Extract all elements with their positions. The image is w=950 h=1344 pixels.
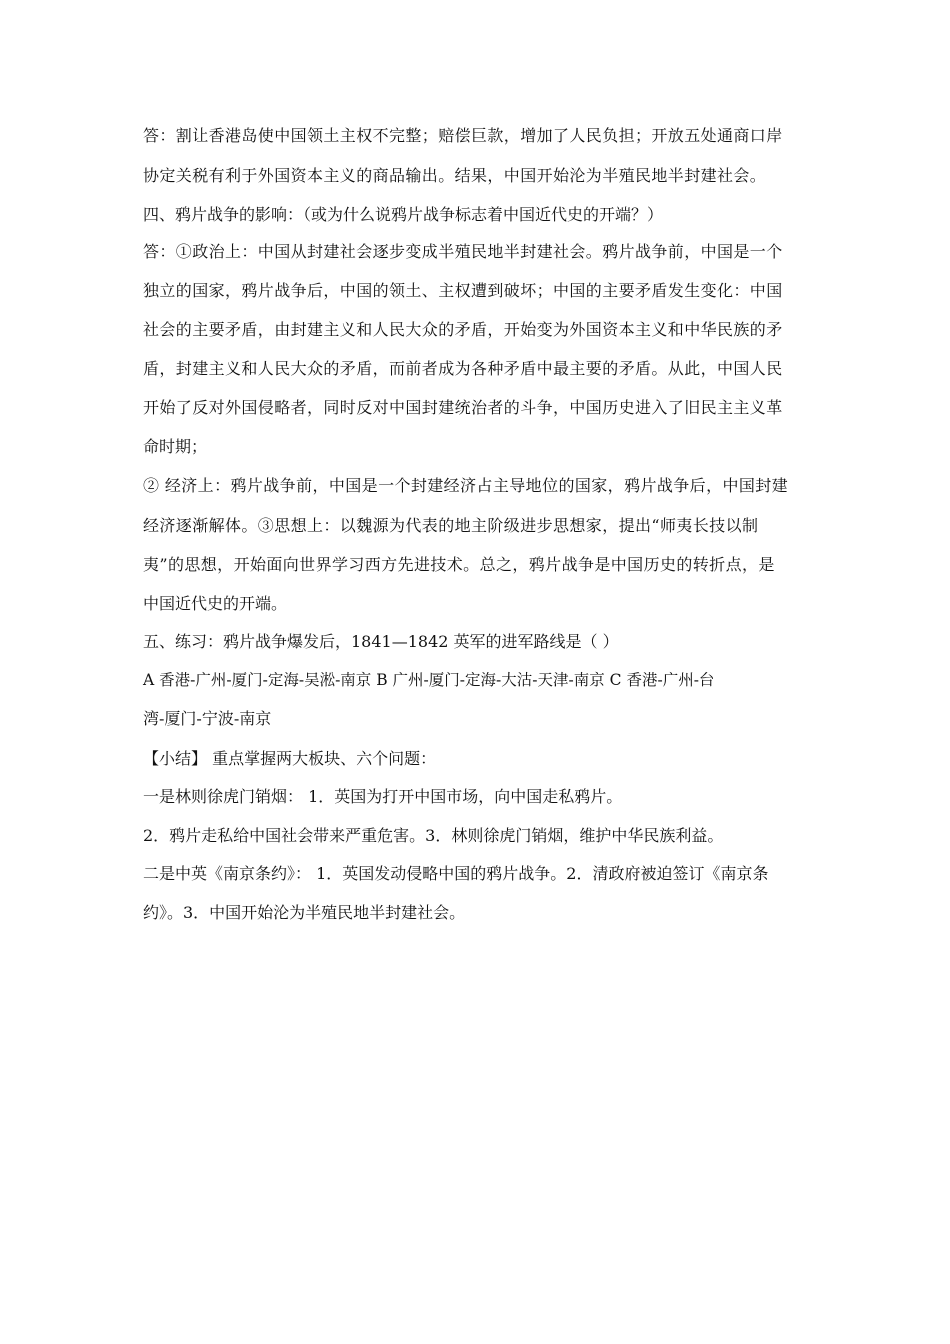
summary-heading: 【小结】 重点掌握两大板块、六个问题：: [143, 749, 437, 768]
answer-economy-line-1: ② 经济上：鸦片战争前，中国是一个封建经济占主导地位的国家，鸦片战争后，中国封建: [143, 476, 789, 495]
summary-part-two-points: 约》。3．中国开始沦为半殖民地半封建社会。: [143, 903, 466, 922]
answer-impact-line-6: 命时期；: [143, 437, 208, 456]
answer-conclusion-line: 中国近代史的开端。: [143, 594, 288, 613]
answer-treaty-line-1: 答：割让香港岛使中国领土主权不完整；赔偿巨款，增加了人民负担；开放五处通商口岸: [143, 126, 783, 145]
answer-impact-line-5: 开始了反对外国侵略者，同时反对中国封建统治者的斗争，中国历史进入了旧民主主义革: [143, 398, 783, 417]
answer-treaty-line-2: 协定关税有利于外国资本主义的商品输出。结果，中国开始沦为半殖民地半封建社会。: [143, 166, 767, 185]
answer-impact-line-1: 答：①政治上：中国从封建社会逐步变成半殖民地半封建社会。鸦片战争前，中国是一个: [143, 242, 783, 261]
answer-thought-line: 夷”的思想，开始面向世界学习西方先进技术。总之，鸦片战争是中国历史的转折点，是: [143, 555, 775, 574]
answer-impact-line-2: 独立的国家，鸦片战争后，中国的领土、主权遭到破坏；中国的主要矛盾发生变化：中国: [143, 281, 783, 300]
section-four-heading: 四、鸦片战争的影响：（或为什么说鸦片战争标志着中国近代史的开端？）: [143, 205, 664, 224]
answer-economy-line-2: 经济逐渐解体。③思想上：以魏源为代表的地主阶级进步思想家，提出“师夷长技以制: [143, 516, 759, 535]
exercise-options-line-1: A 香港-广州-厦门-定海-吴淞-南京 B 广州-厦门-定海-大沽-天津-南京 C 香港-广州-台: [143, 671, 715, 689]
exercise-question: 五、练习：鸦片战争爆发后，1841—1842 英军的进军路线是（ ）: [143, 632, 619, 651]
exercise-options-line-2: 湾-厦门-宁波-南京: [143, 709, 272, 728]
summary-part-one: 一是林则徐虎门销烟： 1．英国为打开中国市场，向中国走私鸦片。: [143, 787, 623, 806]
summary-part-two: 二是中英《南京条约》： 1．英国发动侵略中国的鸦片战争。2．清政府被迫签订《南京条: [143, 864, 769, 883]
answer-impact-line-3: 社会的主要矛盾，由封建主义和人民大众的矛盾，开始变为外国资本主义和中华民族的矛: [143, 320, 783, 339]
answer-impact-line-4: 盾，封建主义和人民大众的矛盾，而前者成为各种矛盾中最主要的矛盾。从此，中国人民: [143, 359, 783, 378]
summary-part-one-points: 2．鸦片走私给中国社会带来严重危害。3．林则徐虎门销烟，维护中华民族利益。: [143, 826, 724, 845]
